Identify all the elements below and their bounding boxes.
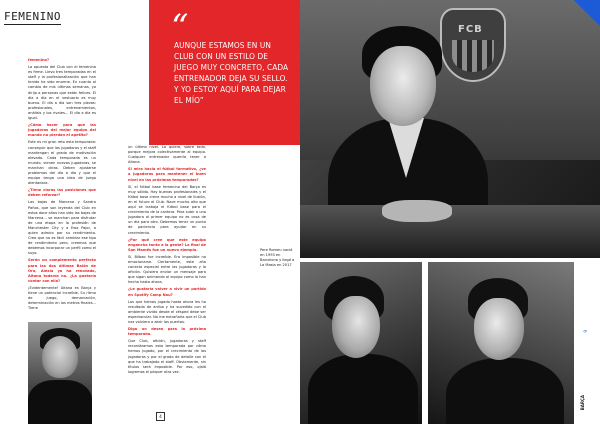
photo-body xyxy=(28,380,92,424)
photo-body xyxy=(308,354,418,424)
pull-quote xyxy=(149,0,300,145)
interview-question: femenino? xyxy=(28,58,50,62)
closeup-photo-2 xyxy=(428,262,574,424)
page-number: 4 xyxy=(156,412,165,421)
quote-mark-icon: “ xyxy=(171,7,189,47)
interview-question: ¿Por qué cree que este equipo engancha tanto a la gente? La final de San Mamés fue un nuevo ejemplo. xyxy=(128,237,206,252)
side-page-number: 9 xyxy=(583,330,588,333)
photo-face xyxy=(370,46,436,126)
interview-answer: un último nivel. La quiero, sobre todo, porque mejora colectivamente al equipo. Cualquier entrenador querría tener a Aitana. xyxy=(128,145,206,165)
interview-answer: Sí, Bilbao fue increíble. Era imposible no emocionarse. Ciertamente, este año conecta especial entre las jugadoras y la afición. Quisiera enviar un mensaje para que sigan animando al equipo como lo han hecho hasta ahora. xyxy=(128,254,206,285)
interview-question: Serán un complemento perfecto para las dos últimas Balón de Oro, Alexia ya ha renovado, Aitana todavía no. ¿La gustaría contar con ella? xyxy=(28,258,96,283)
main-portrait-photo xyxy=(300,0,600,258)
section-title: FEMENINO xyxy=(4,10,61,23)
interview-question: ¿Cómo hacer para que las jugadoras del mejor equipo del mundo no pierdan el apetito? xyxy=(28,123,96,138)
interview-answer: ¡Evidentemente! Aitana es Barça y tiene un potencial increíble. Su ritmo de juego, demarcación, determinación en los metros finales... Tiene xyxy=(28,285,96,311)
photo-face xyxy=(474,298,524,360)
magazine-label: BARÇA xyxy=(580,395,585,411)
corner-accent xyxy=(574,0,600,26)
article-column-2 xyxy=(128,145,206,377)
pull-quote-text: AUNQUE ESTAMOS EN UN CLUB CON UN ESTILO DE JUEGO MUY CONCRETO, CADA ENTRENADOR DEJA SU SELLO. Y YO ESTOY AQUÍ PARA DEJAR EL MÍO” xyxy=(174,40,289,105)
photo-caption: Pere Romeu nació en 1993 en Barcelona y llegó a La Masia en 2017 xyxy=(260,248,295,267)
interview-answer: Los que hemos jugado hasta ahora les ha resultado de arriba y ha sucedido con el ambiente vivido desde el césped debe ser espectacular. No me extrañaría que el Club nos volviera a abrir las puertas. xyxy=(128,299,206,324)
photo-face xyxy=(332,296,380,358)
interview-question: Diga un deseo para la próxima temporada. xyxy=(128,327,206,337)
interview-answer: Que Club, afición, jugadoras y staff recordáramos esta temporada por cómo hemos jugado, por el crecimiento de las jugadoras y por el grado de detalle con el que ha trabajado el staff. Obviamente, sin títulos será imposible. Por eso, ojalá logremos el póquer otra vez. xyxy=(128,339,206,374)
interview-question: Si mira hacia el fútbol formativo, ¿ve a jugadoras para mantener el buen nivel en las próximas temporadas? xyxy=(128,167,206,182)
portrait-photo-small xyxy=(28,322,92,424)
interview-answer: Este es mi gran reto esta temporada: conseguir que las jugadoras y el staff mantengan el grado de motivación elevado. Cada temporada es un mundo, vienen nuevas jugadoras, se marchan otras. Deben ajustarse problemas del día a día y que el equipo tenga una idea de juego alentadora. xyxy=(28,140,96,186)
crest-text: FCB xyxy=(458,24,483,35)
interview-question: ¿Tiene claras las posiciones que deben reforzar? xyxy=(28,188,96,198)
crest-stripes xyxy=(452,40,494,72)
closeup-photo-1 xyxy=(300,262,422,424)
interview-answer: La apuesta del Club con el femenino es firme. Llevo tres temporadas en el staff y la profesionalización que han tenido ha sido enorme. En cuanto al cambio de mis últimas semanas, yo dirijo a personas que están felices. El día a día en el vestuario es muy bueno. El día a día son tres piezas: profesionales, entrenamientos, análisis y los rivales... El día a día es igual. xyxy=(28,65,96,121)
fcb-crest-icon xyxy=(440,8,506,82)
photo-hands xyxy=(382,200,452,222)
interview-answer: Sí, el fútbol base femenino del Barça es muy sólido. Hay buenas profesionales y el fútbol base crece mucho a nivel de ilusión, en el futuro el Club. Nace mucho alto que aquí se trabaja el fútbol base para el crecimiento de la cantera. Para subir a una jugadora al primer equipo no es cosa de un día para otro. Debemos tener un punto de paciencia para ayudar en su crecimiento. xyxy=(128,184,206,235)
article-column-1 xyxy=(28,58,96,322)
photo-face xyxy=(42,336,78,378)
interview-answer: Las bajas de Marcena y Sandra Paños, que son leyenda del Club en estos doce años han sido las bajas de Marcena... se marchan para disfrutar de una etapa en la profesión de Manchester City y a Ewa Pajor, a quien admiro por su rendimiento. Creo que no es fácil cambiar ese tipo de rendimiento pero, creemos que debemos incorporar un perfil como el suyo. xyxy=(28,200,97,256)
interview-question: ¿Le gustaría volver a vivir un partido en Spotify Camp Nou? xyxy=(128,287,206,297)
photo-body xyxy=(446,358,564,424)
